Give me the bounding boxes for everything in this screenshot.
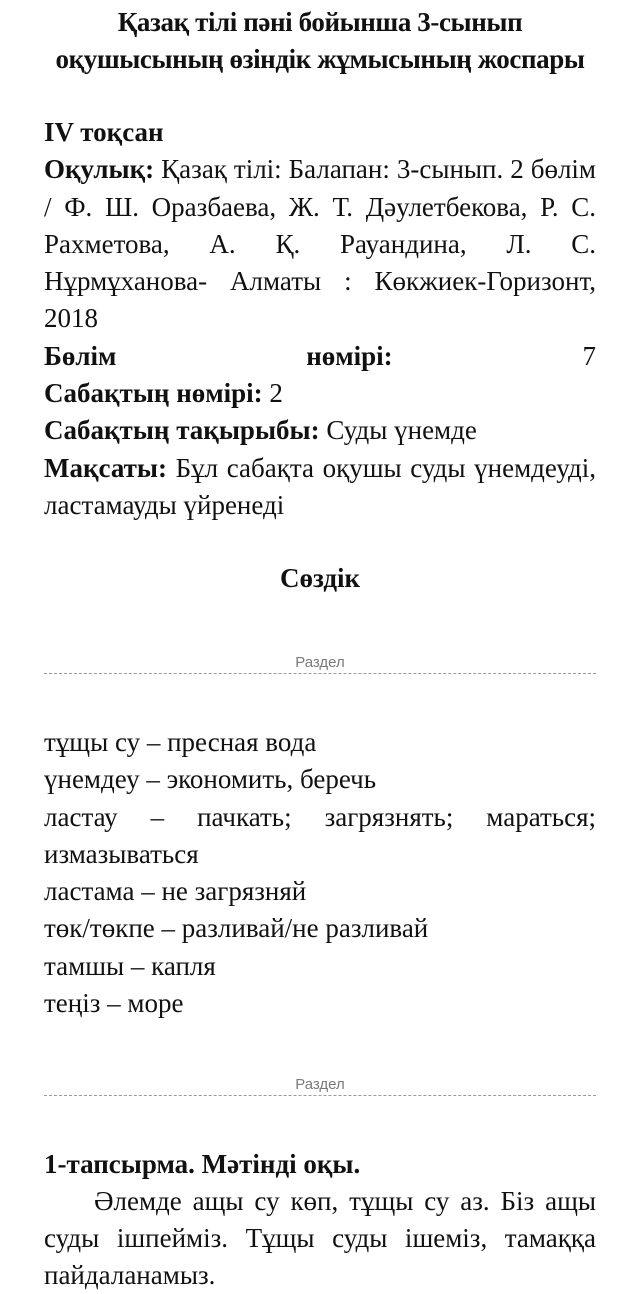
vocabulary-item: ластау – пачкать; загрязнять; мараться; измазываться — [44, 801, 596, 869]
vocabulary-heading: Сөздік — [279, 563, 361, 593]
textbook-line — [44, 151, 596, 337]
section-number-label-part2: нөмірі: — [306, 340, 393, 371]
section-number-line — [44, 338, 596, 375]
vocabulary-item: тұщы су – пресная вода — [44, 727, 317, 757]
textbook-value: Қазақ тілі: Балапан: 3-сынып. 2 бөлім / Ф. Ш. Оразбаева, Ж. Т. Дәулетбекова, Р. С. Рахметова, А. Қ. Рауандина, Л. С. Нұрмұханова- Алматы : Көкжиек-Горизонт, 2018 — [44, 154, 597, 334]
dashed-line — [44, 673, 596, 674]
lesson-meta — [44, 114, 596, 524]
textbook-label: Оқулық: — [44, 154, 155, 185]
goal-value: Бұл сабақта оқушы суды үнемдеуді, ластамауды үйренеді — [44, 452, 597, 520]
goal-line — [44, 450, 596, 525]
task-section — [44, 1146, 596, 1294]
task-heading: 1-тапсырма. Мәтінді оқы. — [44, 1149, 361, 1179]
section-divider-1 — [44, 654, 596, 680]
lesson-topic-line — [44, 412, 596, 449]
lesson-topic-value: Суды үнемде — [326, 415, 477, 446]
lesson-topic-label: Сабақтың тақырыбы: — [44, 415, 320, 446]
section-number-value: 7 — [582, 340, 596, 371]
divider-label: Раздел — [295, 1076, 345, 1093]
quarter-label: IV тоқсан — [44, 117, 164, 147]
lesson-number-line — [44, 375, 596, 412]
task-text: Әлемде ащы су көп, тұщы су аз. Біз ащы суды ішпейміз. Тұщы суды ішеміз, тамаққа пайдаланамыз. — [44, 1186, 596, 1290]
vocabulary-item: төк/төкпе – разливай/не разливай — [44, 913, 429, 944]
lesson-number-value: 2 — [269, 378, 283, 409]
divider-label: Раздел — [295, 654, 345, 671]
section-number-label-part1: Бөлім — [44, 340, 117, 371]
section-divider-2 — [44, 1076, 596, 1102]
vocabulary-item: теңіз – море — [44, 988, 184, 1019]
lesson-number-label: Сабақтың нөмірі: — [44, 378, 263, 409]
document-title: Қазақ тілі пәні бойынша 3-сынып оқушысының өзіндік жұмысының жоспары — [55, 7, 585, 74]
vocabulary-item: тамшы – капля — [44, 950, 216, 981]
vocabulary-item: ластама – не загрязняй — [44, 876, 307, 907]
dashed-line — [44, 1095, 596, 1096]
vocabulary-item: үнемдеу – экономить, беречь — [44, 764, 377, 795]
goal-label: Мақсаты: — [44, 452, 167, 483]
vocabulary-list — [44, 724, 596, 1022]
